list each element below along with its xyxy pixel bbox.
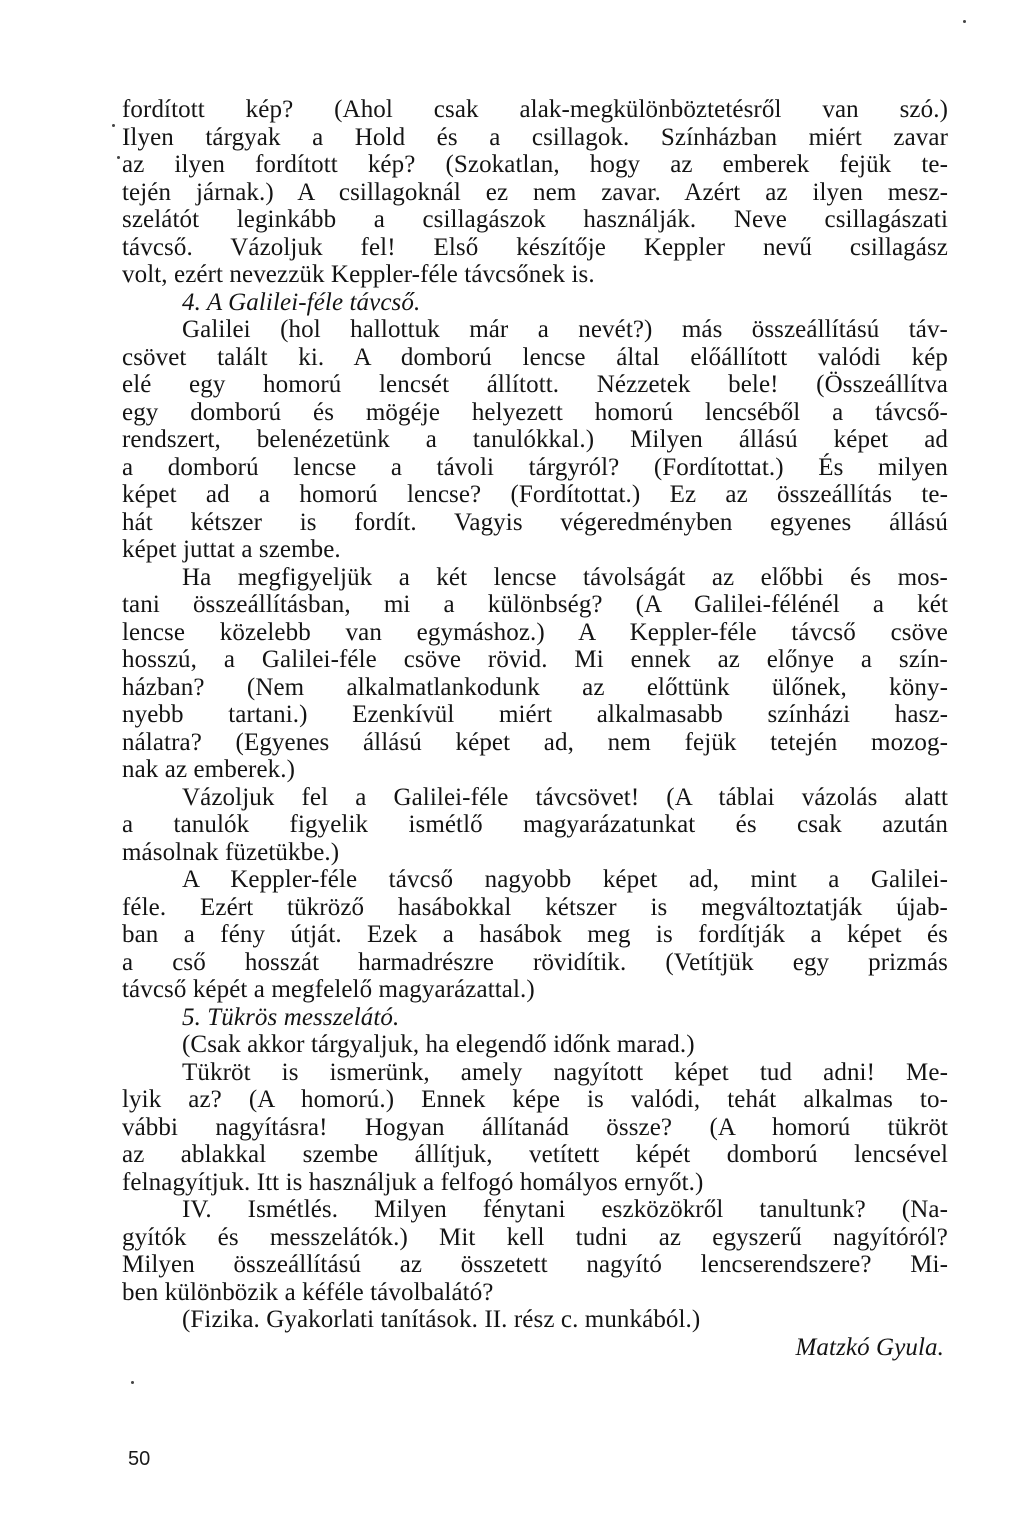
text-line: nálatra? (Egyenes állású képet ad, nem fejük tetején mozog- (122, 728, 948, 756)
text-line: lyik az? (A homorú.) Ennek képe is valódi, tehát alkalmas to- (122, 1086, 948, 1113)
text-line: Tükröt is ismerünk, amely nagyított képet tud adni! Me- (182, 1058, 948, 1086)
text-line: képet ad a homorú lencse? (Fordítottat.) Ez az összeállítás te- (122, 481, 948, 508)
text-line: fordított kép? (Ahol csak alak-megkülönböztetésről van szó.) (122, 96, 948, 123)
text-line: felnagyítjuk. Itt is használjuk a felfogó homályos ernyőt.) (122, 1168, 704, 1196)
text-line: gyítók és messzelátók.) Mit kell tudni az egyszerű nagyítóról? (122, 1223, 948, 1251)
print-speck (963, 20, 966, 23)
text-line: Galilei (hol hallottuk már a nevét?) más összeállítású táv- (182, 316, 948, 343)
text-line: az ilyen fordított kép? (Szokatlan, hogy az emberek fejük te- (122, 151, 948, 178)
text-line: Vázoljuk fel a Galilei-féle távcsövet! (A táblai vázolás alatt (182, 783, 948, 811)
text-line: ban a fény útját. Ezek a hasábok meg is fordítják a képet és (122, 921, 948, 948)
text-line: nyebb tartani.) Ezenkívül miért alkalmasabb színházi hasz- (122, 701, 948, 728)
text-line: (Csak akkor tárgyaljuk, ha elegendő időnk marad.) (182, 1031, 695, 1058)
text-line: a tanulók figyelik ismétlő magyarázatunkat és csak azután (122, 811, 948, 838)
text-line: féle. Ezért tükröző hasábokkal kétszer is megváltoztatják újab- (122, 893, 948, 921)
text-line: Ilyen tárgyak a Hold és a csillagok. Színházban miért zavar (122, 123, 948, 151)
text-line: elé egy homorú lencsét állított. Nézzetek bele! (Összeállítva (122, 371, 948, 398)
text-line: nak az emberek.) (122, 756, 296, 783)
print-speck (112, 124, 115, 127)
print-speck (117, 156, 120, 159)
text-line: IV. Ismétlés. Milyen fénytani eszközökről tanultunk? (Na- (182, 1196, 948, 1223)
print-speck (131, 1381, 134, 1384)
text-line: A Keppler-féle távcső nagyobb képet ad, mint a Galilei- (182, 866, 948, 893)
text-line: csövet talált ki. A domború lencse által előállított valódi kép (122, 343, 948, 371)
text-line: volt, ezért nevezzük Keppler-féle távcsőnek is. (122, 261, 595, 288)
text-line: hosszú, a Galilei-féle csöve rövid. Mi ennek az előnye a szín- (122, 646, 948, 673)
text-line: távcső képét a megfelelő magyarázattal.) (122, 976, 535, 1003)
text-line: 4. A Galilei-féle távcső. (182, 288, 421, 316)
text-line: a cső hosszát harmadrészre rövidítik. (Vetítjük egy prizmás (122, 948, 948, 976)
author-signature: Matzkó Gyula. (795, 1333, 944, 1361)
page-number: 50 (128, 1448, 151, 1470)
text-line: távcső. Vázoljuk fel! Első készítője Keppler nevű csillagász (122, 233, 948, 261)
text-line: rendszert, belenézetünk a tanulókkal.) Milyen állású képet ad (122, 426, 948, 453)
text-line: a domború lencse a távoli tárgyról? (Fordítottat.) És milyen (122, 453, 948, 481)
text-line: 5. Tükrös messzelátó. (182, 1003, 400, 1031)
text-line: hát kétszer is fordít. Vagyis végeredményben egyenes állású (122, 508, 948, 536)
text-line: tani összeállításban, mi a különbség? (A Galilei-félénél a két (122, 591, 948, 618)
text-line: képet juttat a szembe. (122, 536, 341, 563)
text-line: vábbi nagyításra! Hogyan állítanád össze? (A homorú tükröt (122, 1113, 948, 1141)
text-line: másolnak füzetükbe.) (122, 838, 340, 866)
text-line: (Fizika. Gyakorlati tanítások. II. rész c. munkából.) (182, 1306, 701, 1333)
text-line: Milyen összeállítású az összetett nagyító lencserendszere? Mi- (122, 1251, 948, 1278)
body-text (122, 96, 948, 1361)
text-line: ben különbözik a kéféle távolbalátó? (122, 1278, 494, 1306)
text-line: lencse közelebb van egymáshoz.) A Keppler-féle távcső csöve (122, 618, 948, 646)
text-line: tején járnak.) A csillagoknál ez nem zavar. Azért az ilyen mesz- (122, 178, 948, 206)
text-line: Ha megfigyeljük a két lencse távolságát az előbbi és mos- (182, 563, 948, 591)
text-line: szelátót leginkább a csillagászok használják. Neve csillagászati (122, 206, 948, 233)
text-line: egy domború és mögéje helyezett homorú lencséből a távcső- (122, 398, 948, 426)
text-line: házban? (Nem alkalmatlankodunk az előttünk ülőnek, köny- (122, 673, 948, 701)
text-line: az ablakkal szembe állítjuk, vetített képét domború lencsével (122, 1141, 948, 1168)
